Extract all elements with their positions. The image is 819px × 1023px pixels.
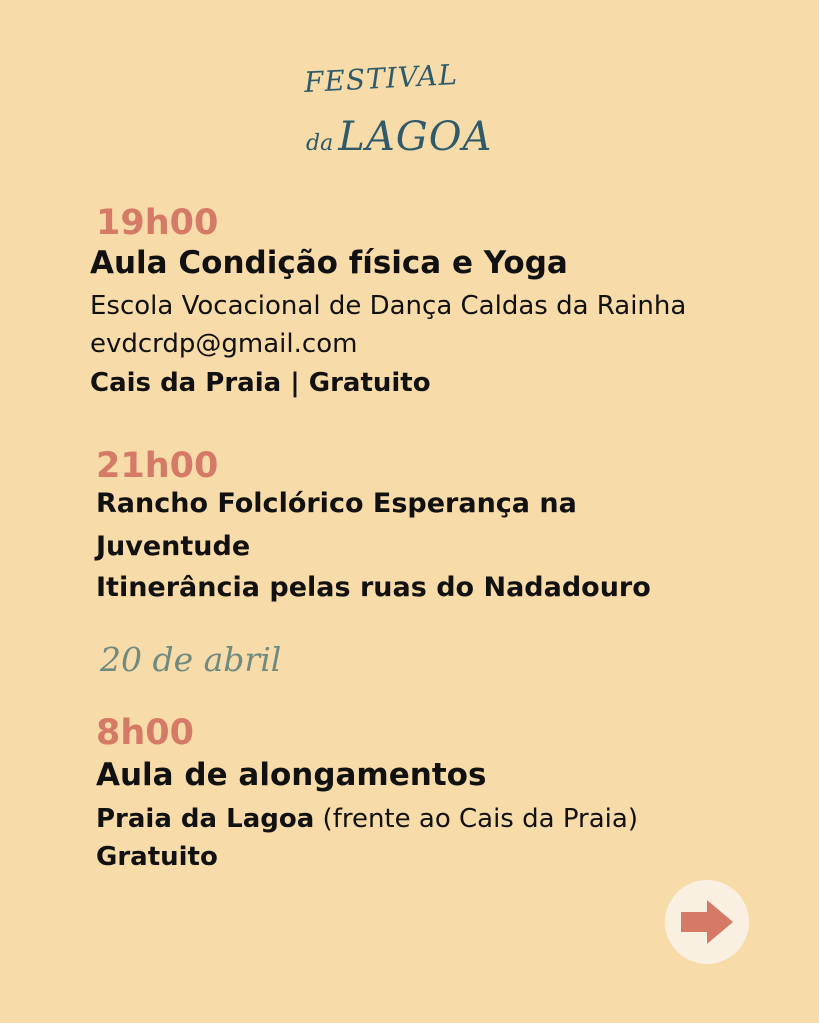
event-2-title-line1: Rancho Folclórico Esperança na [96, 488, 577, 519]
event-3-venue [96, 802, 638, 836]
event-3-venue-name: Praia da Lagoa [96, 804, 315, 834]
event-2-time: 21h00 [96, 446, 219, 486]
date-heading: 20 de abril [100, 640, 282, 679]
event-2-route: Itinerância pelas ruas do Nadadouro [96, 572, 651, 603]
event-1-time: 19h00 [96, 203, 219, 243]
festival-logo [303, 57, 493, 174]
event-3-price: Gratuito [96, 842, 218, 872]
event-3-time: 8h00 [96, 713, 194, 753]
event-1-title: Aula Condição física e Yoga [90, 245, 568, 281]
next-button[interactable] [665, 880, 749, 964]
event-2-title-line2: Juventude [96, 531, 251, 562]
logo-da-text: da [306, 131, 334, 156]
logo-lagoa-word: LAGOA [338, 114, 493, 160]
event-1-venue: Cais da Praia | Gratuito [90, 368, 431, 398]
arrow-right-icon [677, 897, 737, 947]
logo-festival-text: FESTIVAL [303, 57, 459, 100]
event-3-title: Aula de alongamentos [96, 757, 487, 793]
event-1-organizer: Escola Vocacional de Dança Caldas da Rainha [90, 291, 687, 321]
logo-lagoa-text [306, 114, 492, 160]
event-3-venue-note: (frente ao Cais da Praia) [314, 804, 638, 834]
event-1-email[interactable]: evdcrdp@gmail.com [90, 329, 358, 359]
